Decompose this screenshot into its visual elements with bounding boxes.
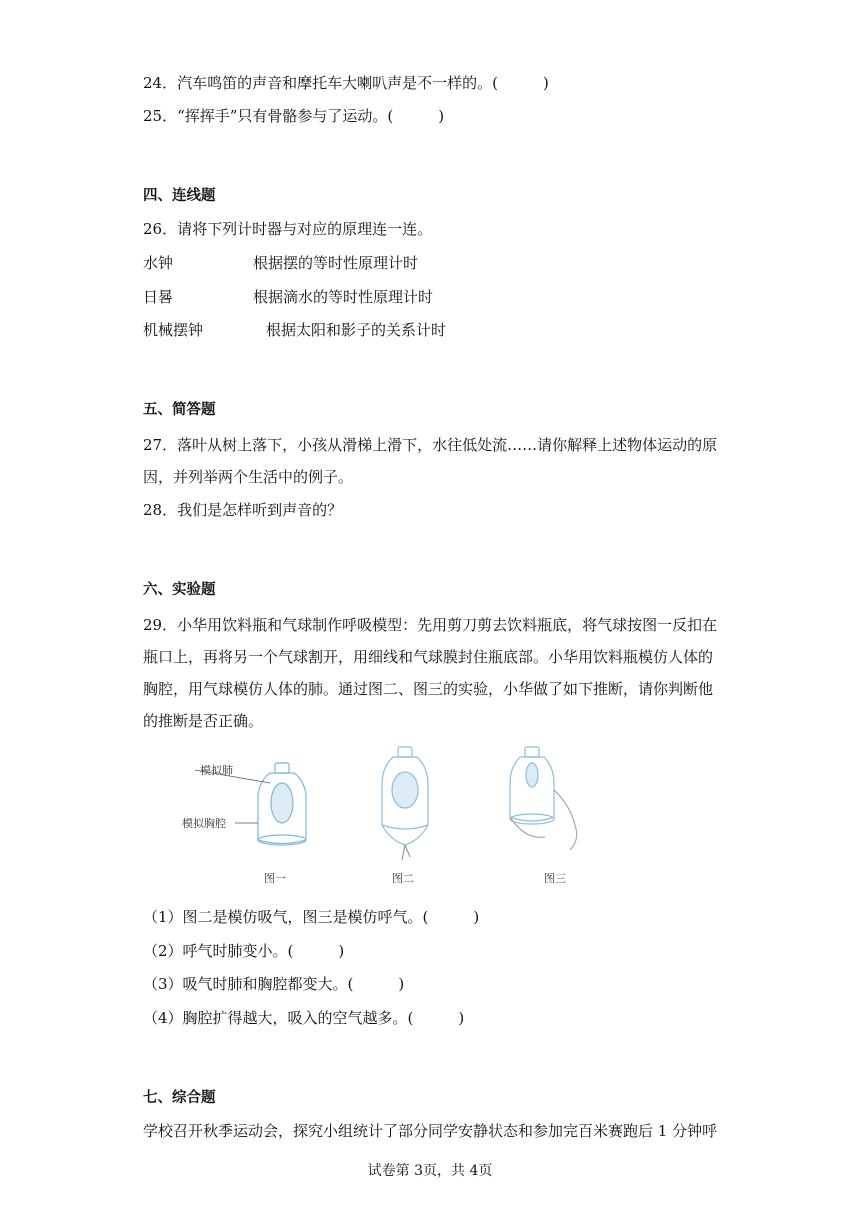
section-heading-experiment: 六、实验题 [143,582,216,598]
matching-left-3: 机械摆钟 [143,321,204,339]
question-28: 28．我们是怎样听到声音的？ [143,501,343,519]
question-27: 27．落叶从树上落下，小孩从滑梯上滑下，水往低处流……请你解释上述物体运动的原因，并列举两个生活中的例子。 [143,436,718,486]
figure-two-bottle [382,747,428,860]
question-29: 29．小华用饮料瓶和气球制作呼吸模型：先用剪刀剪去饮料瓶底，将气球按图一反扣在瓶口上，再将另一个气球割开，用细线和气球膜封住瓶底部。小华用饮料瓶模仿人体的胸腔，用气球模仿人体的肺。通过图二、图三的实验，小华做了如下推断，请你判断他的推断是否正确。 [143,616,718,730]
sub-question-3: （3）吸气时肺和胸腔都变大。( ) [143,975,405,993]
sub-question-2: （2）呼气时肺变小。( ) [143,942,345,960]
page-footer: 试卷第 3页，共 4页 [367,1163,493,1179]
question-26: 26．请将下列计时器与对应的原理连一连。 [143,220,433,238]
caption-figure-three: 图三 [544,872,566,885]
section-heading-short-answer: 五、简答题 [143,402,216,418]
matching-left-1: 水钟 [143,254,174,272]
question-30-start: 学校召开秋季运动会，探究小组统计了部分同学安静状态和参加完百米赛跑后 1 分钟呼 [143,1122,718,1140]
section-heading-comprehensive: 七、综合题 [143,1090,216,1106]
sub-question-4: （4）胸腔扩得越大，吸入的空气越多。( ) [143,1009,465,1027]
matching-right-1: 根据摆的等时性原理计时 [253,254,419,272]
question-25: 25．“挥挥手”只有骨骼参与了运动。( ) [143,107,445,125]
matching-left-2: 日晷 [143,288,174,306]
caption-figure-two: 图二 [392,872,414,885]
figure-three-bottle [510,747,577,850]
section-heading-matching: 四、连线题 [143,188,216,204]
question-24: 24．汽车鸣笛的声音和摩托车大喇叭声是不一样的。( ) [143,74,549,92]
caption-figure-one: 图一 [264,872,286,885]
label-simulated-chest: 模拟胸腔 [182,817,226,830]
matching-right-3: 根据太阳和影子的关系计时 [266,321,447,339]
sub-question-1: （1）图二是模仿吸气，图三是模仿呼气。( ) [143,908,480,926]
matching-right-2: 根据滴水的等时性原理计时 [253,288,434,306]
label-simulated-lung: 模拟肺 [200,764,233,777]
breathing-model-figure [170,745,610,895]
